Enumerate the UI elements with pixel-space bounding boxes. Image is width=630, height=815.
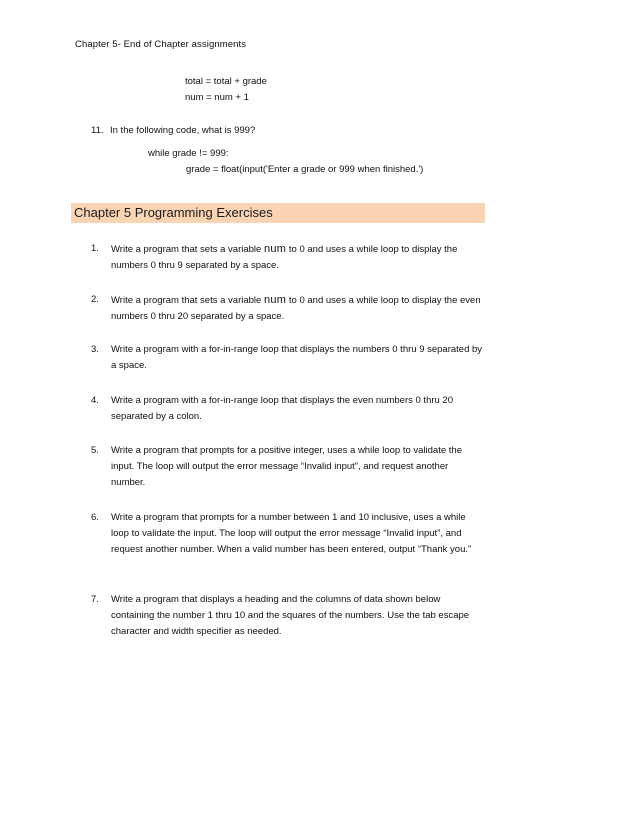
variable-name: num [263, 294, 287, 306]
exercise-number: 6. [91, 512, 99, 523]
exercise-text-part: to 0 and uses a while loop to display the even numbers 0 thru 20 separated by a space. [111, 295, 481, 322]
exercise-text: Write a program that prompts for a number between 1 and 10 inclusive, uses a while loop to validate the input. The loop will output the error message “Invalid input”, and request another number. When a valid number has been entered, output “Thank you.” [111, 512, 472, 555]
exercise-item [91, 342, 483, 374]
exercise-item [91, 443, 483, 491]
code-line: grade = float(input('Enter a grade or 999 when finished.') [186, 164, 424, 175]
exercise-text [111, 241, 483, 274]
exercise-item [91, 510, 483, 558]
exercise-item [91, 241, 483, 274]
question-text: In the following code, what is 999? [110, 125, 256, 136]
exercise-number: 7. [91, 594, 99, 605]
exercise-text-part: Write a program that sets a variable [111, 244, 264, 255]
exercise-text: Write a program with a for-in-range loop that displays the even numbers 0 thru 20 separated by a colon. [111, 395, 453, 422]
exercise-number: 3. [91, 344, 99, 355]
section-heading: Chapter 5 Programming Exercises [71, 203, 485, 223]
exercise-text [111, 292, 483, 325]
exercise-item [91, 592, 483, 640]
exercise-text: Write a program that displays a heading and the columns of data shown below containing the number 1 thru 10 and the squares of the numbers. Use the tab escape character and width specifier as needed. [111, 594, 470, 637]
code-snippet-while-loop [148, 146, 423, 178]
variable-name: num [263, 243, 287, 255]
code-snippet-accumulator [185, 74, 267, 106]
question-11 [91, 125, 255, 136]
code-line: num = num + 1 [185, 92, 249, 103]
exercise-number: 1. [91, 243, 99, 254]
exercise-number: 5. [91, 445, 99, 456]
exercise-number: 4. [91, 395, 99, 406]
exercise-text-part: Write a program that sets a variable [111, 295, 264, 306]
exercise-text: Write a program that prompts for a positive integer, uses a while loop to validate the input. The loop will output the error message “Invalid input”, and request another number. [111, 445, 462, 488]
exercise-text-part: to 0 and uses a while loop to display the numbers 0 thru 9 separated by a space. [111, 244, 458, 271]
exercise-number: 2. [91, 294, 99, 305]
question-number: 11. [91, 125, 104, 136]
exercise-item [91, 393, 483, 425]
exercise-text: Write a program with a for-in-range loop that displays the numbers 0 thru 9 separated by a space. [111, 344, 483, 371]
code-line: while grade != 999: [148, 148, 229, 159]
exercise-item [91, 292, 483, 325]
code-line: total = total + grade [185, 76, 267, 87]
page-header: Chapter 5- End of Chapter assignments [75, 39, 247, 50]
